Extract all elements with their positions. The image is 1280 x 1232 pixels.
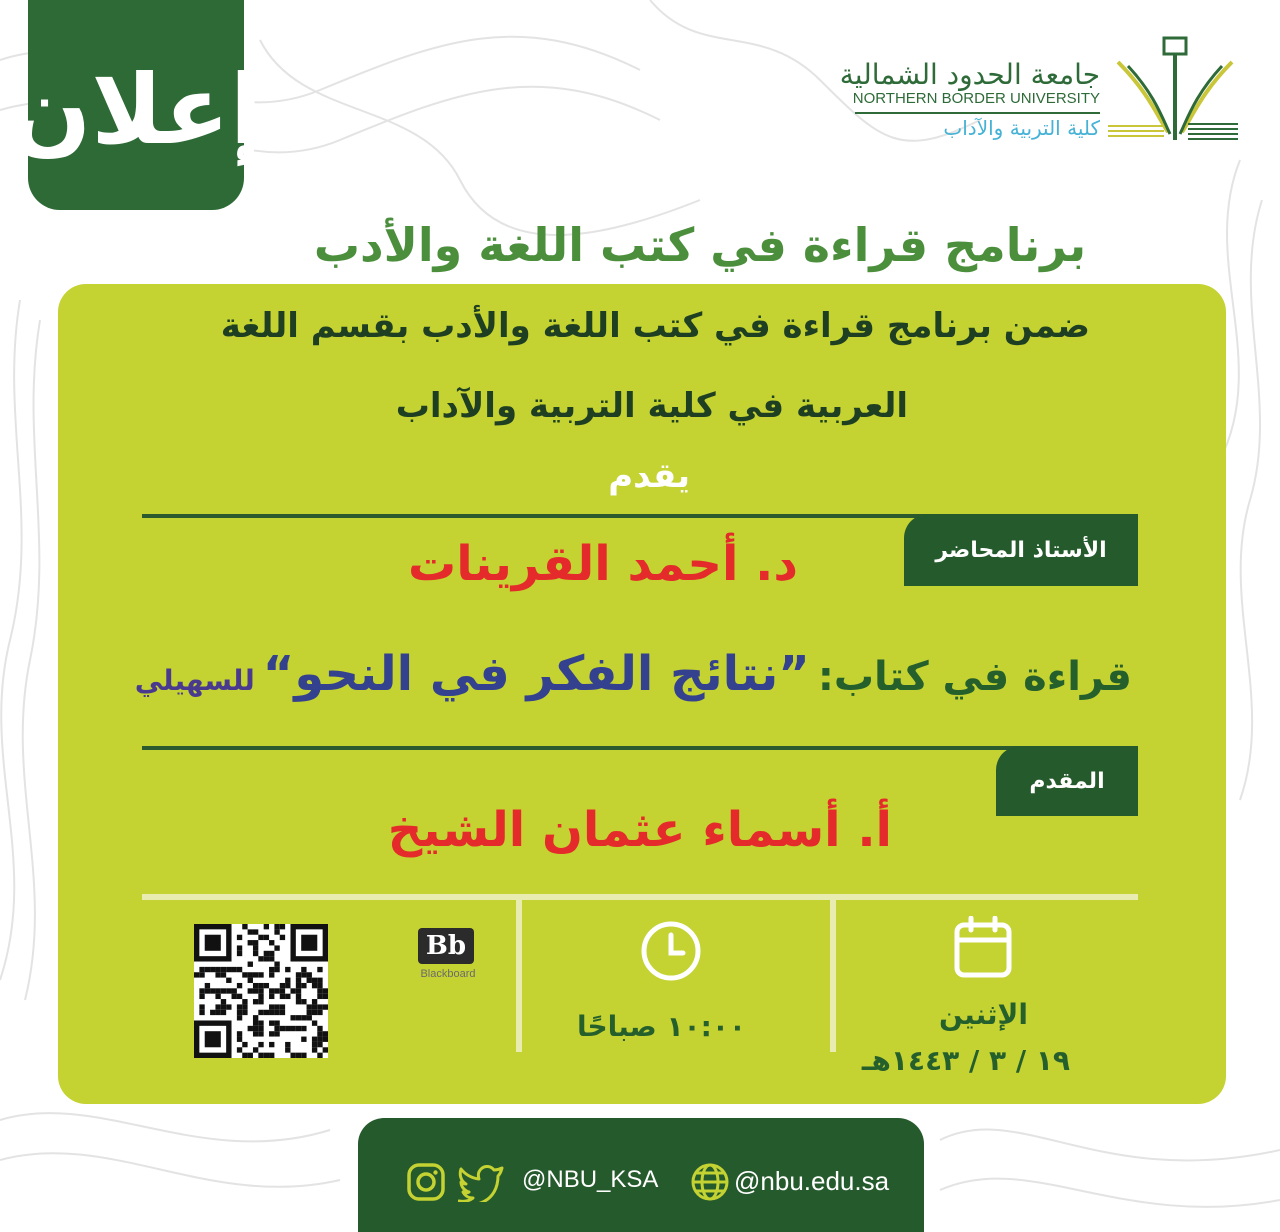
intro-line-2: العربية في كلية التربية والآداب [395, 386, 908, 426]
blackboard-name: Blackboard [420, 968, 476, 980]
qr-code[interactable] [194, 924, 328, 1058]
website-link[interactable]: @nbu.edu.sa [734, 1166, 890, 1196]
badge-text: إعلان [9, 54, 263, 166]
twitter-handle[interactable]: @NBU_KSA [522, 1166, 659, 1193]
university-english-name: NORTHERN BORDER UNIVERSITY [852, 90, 1100, 107]
host-label-tab [996, 746, 1138, 816]
program-title-text: برنامج قراءة في كتب اللغة والأدب [313, 218, 1087, 272]
presents-text: يقدم [608, 456, 690, 496]
announcement-badge [9, 0, 263, 210]
host-divider [142, 746, 1138, 750]
university-arabic-name: جامعة الحدود الشمالية [839, 58, 1100, 91]
host-label: المقدم [1029, 768, 1105, 794]
blackboard-mark: Bb [418, 928, 474, 964]
event-time: ١٠:٠٠ صباحًا [576, 1010, 746, 1043]
intro-line-1: ضمن برنامج قراءة في كتب اللغة والأدب بقسم اللغة [220, 306, 1090, 346]
book-author: للسهيلي [134, 664, 255, 697]
calendar-icon [954, 916, 1012, 978]
info-separator-left [516, 900, 522, 1052]
info-divider [142, 894, 1138, 900]
college-name: كلية التربية والآداب [943, 116, 1100, 140]
twitter-icon[interactable] [458, 1162, 506, 1202]
info-separator-right [830, 900, 836, 1052]
logo-divider [855, 112, 1100, 114]
footer-bar [358, 1118, 924, 1232]
reading-prefix: قراءة في كتاب: [817, 654, 1132, 700]
instagram-icon[interactable] [406, 1162, 446, 1202]
announcement-card [58, 284, 1226, 1104]
host-name: أ. أسماء عثمان الشيخ [387, 802, 892, 858]
lecturer-label-tab [904, 514, 1138, 586]
event-day: الإثنين [938, 998, 1028, 1031]
clock-icon [640, 920, 702, 982]
blackboard-logo [412, 928, 484, 988]
university-emblem-icon [1108, 32, 1238, 144]
lecturer-name: د. أحمد القرينات [408, 536, 798, 592]
university-logo [839, 30, 1248, 150]
book-reading-line [135, 646, 1132, 702]
program-title [0, 218, 1280, 272]
lecturer-label: الأستاذ المحاضر [935, 537, 1107, 563]
event-date: ١٩ / ٣ / ١٤٤٣هـ [861, 1044, 1070, 1077]
book-title: ”نتائج الفكر في النحو“ [262, 646, 810, 702]
globe-icon[interactable] [690, 1162, 730, 1202]
